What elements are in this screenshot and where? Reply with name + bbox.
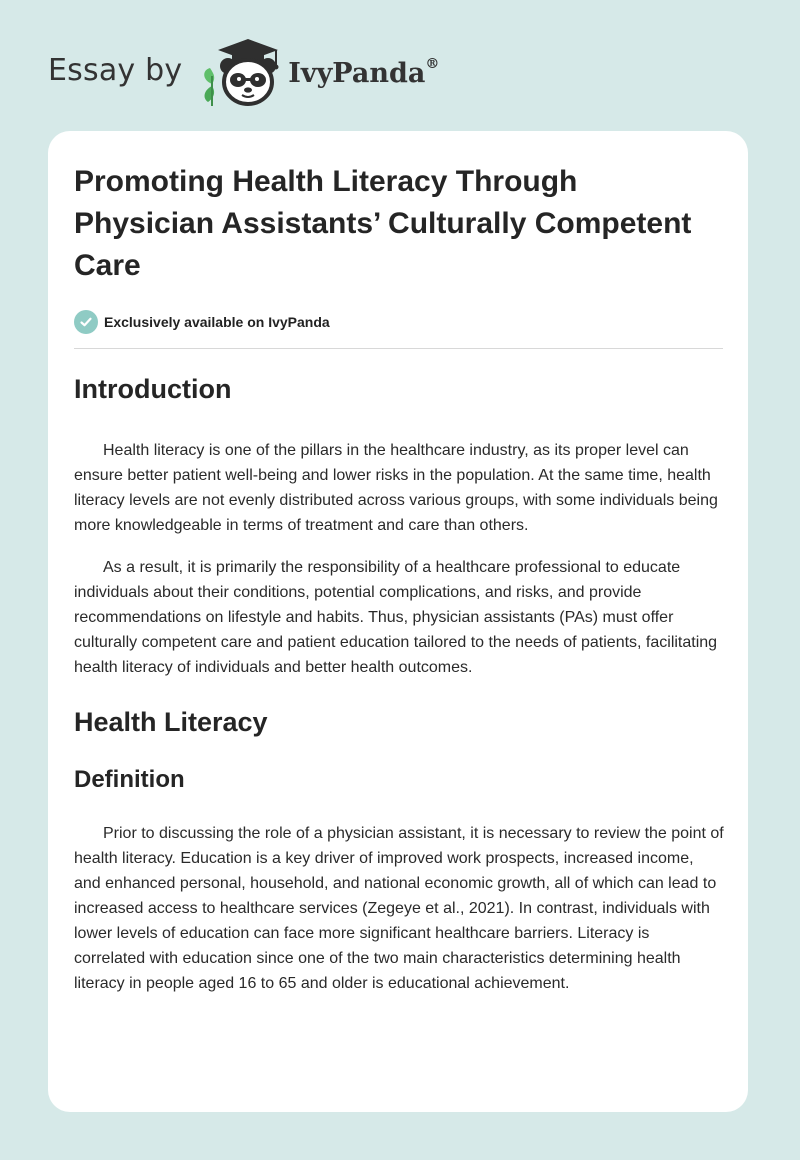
subsection-heading-definition: Definition [74,766,185,793]
section-heading-health-literacy: Health Literacy [74,707,268,737]
check-circle-icon [74,310,98,334]
paragraph: As a result, it is primarily the responsibility of a healthcare professional to educate individuals about their conditions, potential complications, and risks, and provide recommendations on lifestyle and habits. Thus, physician assistants (PAs) must offer culturally competent care and patient education tailored to the needs of patients, facilitating health literacy of individuals and better health outcomes. [74,559,718,676]
section-heading-introduction: Introduction [74,374,232,404]
essay-by-label: Essay by [48,52,183,88]
exclusive-badge [74,309,724,335]
panda-logo-icon[interactable] [196,36,286,108]
site-header [48,36,439,108]
registered-mark: ® [425,55,440,72]
exclusive-label: Exclusively available on IvyPanda [104,314,330,330]
divider [74,348,723,349]
brand-name[interactable]: IvyPanda® [288,55,440,89]
paragraph: Health literacy is one of the pillars in the healthcare industry, as its proper level can ensure better patient well-being and lower risks in the population. At the same time, health literacy levels are not evenly distributed across various groups, with some individuals being more knowledgeable in terms of treatment and care than others. [74,442,718,534]
essay-title: Promoting Health Literacy Through Physician Assistants’ Culturally Competent Care [74,165,692,282]
essay-card [48,131,748,1112]
paragraph: Prior to discussing the role of a physician assistant, it is necessary to review the point of health literacy. Education is a key driver of improved work prospects, increased income, and enhanced personal, household, and national economic growth, all of which can lead to increased access to healthcare services (Zegeye et al., 2021). In contrast, individuals with lower levels of education can face more significant healthcare barriers. Literacy is correlated with education since one of the two main characteristics determining health literacy in people aged 16 to 65 and older is educational achievement. [74,825,724,992]
essay-content [74,161,724,996]
